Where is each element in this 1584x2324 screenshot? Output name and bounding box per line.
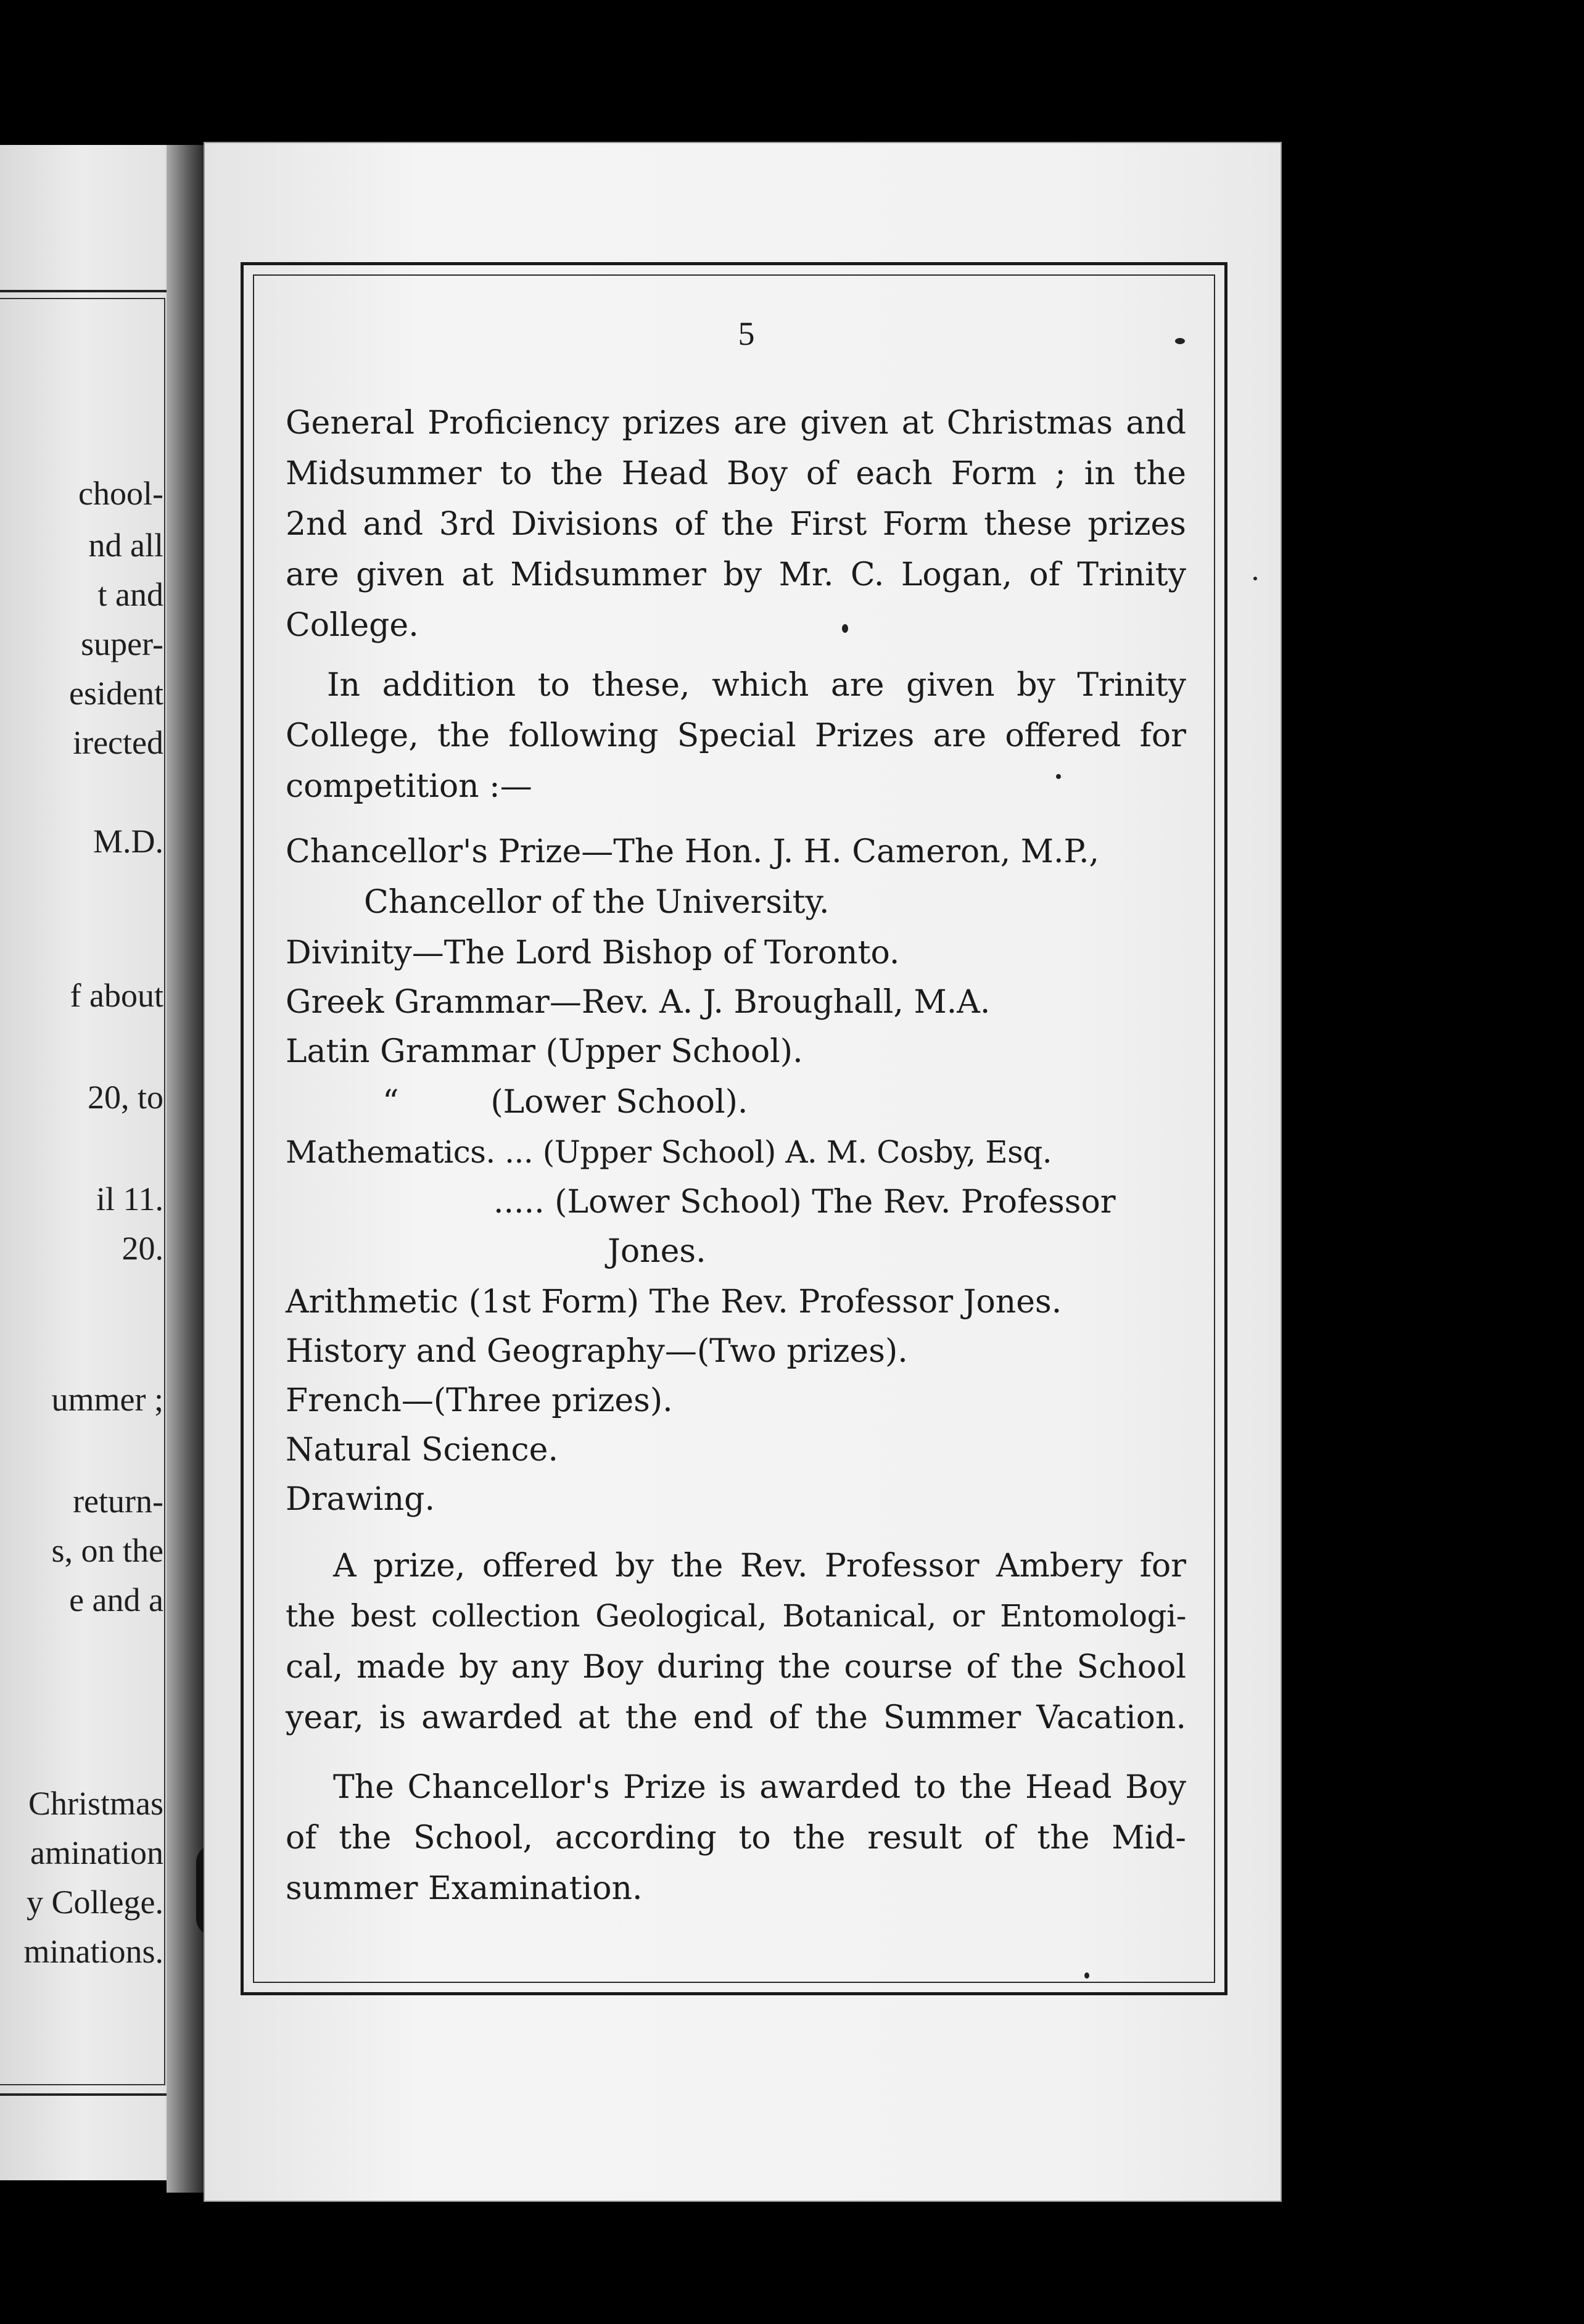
- film-margin-top: [0, 0, 1584, 142]
- left-page-line: ummer ;: [51, 1381, 163, 1418]
- paragraph3-line: year, is awarded at the end of the Summer Vacation.: [286, 1699, 1186, 1736]
- prize-entry: Greek Grammar—Rev. A. J. Broughall, M.A.: [286, 984, 991, 1021]
- left-page-line: 20, to: [87, 1079, 163, 1116]
- prize-entry: Divinity—The Lord Bishop of Toronto.: [286, 934, 900, 971]
- scan-speck: [1084, 1972, 1089, 1979]
- paragraph3-line: the best collection Geological, Botanical, or Entomologi-: [286, 1598, 1186, 1634]
- prize-entry-continued: Chancellor of the University.: [364, 884, 830, 921]
- paragraph3-line: A prize, offered by the Rev. Professor Ambery for: [333, 1547, 1186, 1584]
- scan-speck: [1056, 774, 1061, 779]
- left-page-line: amination: [30, 1834, 163, 1871]
- prize-entry: Latin Grammar (Upper School).: [286, 1033, 803, 1070]
- left-page-line: chool-: [78, 475, 163, 512]
- left-page-line: 20.: [122, 1230, 163, 1267]
- scan-speck: [1253, 577, 1257, 580]
- paragraph4-line: summer Examination.: [286, 1870, 643, 1907]
- paragraph4-line: of the School, according to the result of the Mid-: [286, 1819, 1186, 1856]
- left-page-line: return-: [73, 1483, 163, 1520]
- prize-entry: Chancellor's Prize—The Hon. J. H. Cameron, M.P.,: [286, 833, 1100, 870]
- scan-speck: [842, 624, 848, 633]
- paragraph1-line: General Proficiency prizes are given at Christmas and: [286, 405, 1186, 442]
- left-page-line: s, on the: [51, 1532, 163, 1569]
- prize-entry: “ (Lower School).: [382, 1084, 748, 1121]
- left-page-line: y College.: [27, 1884, 163, 1921]
- scan-speck: [1175, 338, 1185, 344]
- left-page-line: minations.: [23, 1933, 163, 1970]
- film-margin-bottom: [0, 2202, 1584, 2324]
- paragraph2-line: In addition to these, which are given by Trinity: [327, 667, 1186, 704]
- paragraph3-line: cal, made by any Boy during the course of the School: [286, 1649, 1186, 1686]
- left-page-line: il 11.: [96, 1181, 163, 1218]
- paragraph4-line: The Chancellor's Prize is awarded to the Head Boy: [333, 1769, 1186, 1806]
- left-page-line: t and: [97, 576, 163, 613]
- paragraph1-line: College.: [286, 607, 419, 644]
- prize-entry-continued: Jones.: [608, 1233, 706, 1270]
- paragraph1-line: Midsummer to the Head Boy of each Form ; in the: [286, 455, 1186, 492]
- left-page-line: Christmas: [28, 1785, 163, 1822]
- prize-entry: Arithmetic (1st Form) The Rev. Professor Jones.: [286, 1284, 1062, 1321]
- prize-entry: Mathematics. ... (Upper School) A. M. Cosby, Esq.: [286, 1134, 1052, 1170]
- left-page-line: esident: [69, 675, 163, 712]
- left-page-line: M.D.: [93, 823, 163, 860]
- page-number: 5: [738, 315, 755, 352]
- paragraph1-line: 2nd and 3rd Divisions of the First Form these prizes: [286, 506, 1186, 543]
- prize-entry: ..... (Lower School) The Rev. Professor: [493, 1184, 1116, 1221]
- paragraph2-line: competition :—: [286, 768, 532, 805]
- left-page-line: irected: [73, 724, 163, 761]
- prize-entry: French—(Three prizes).: [286, 1382, 673, 1419]
- prize-entry: Drawing.: [286, 1481, 435, 1518]
- left-page-line: e and a: [69, 1581, 163, 1618]
- paragraph2-line: College, the following Special Prizes are offered for: [286, 717, 1186, 754]
- left-page-line: f about: [70, 977, 163, 1014]
- paragraph1-line: are given at Midsummer by Mr. C. Logan, of Trinity: [286, 556, 1186, 593]
- prize-entry: Natural Science.: [286, 1432, 558, 1469]
- left-page-line: super-: [81, 625, 163, 662]
- prize-entry: History and Geography—(Two prizes).: [286, 1333, 908, 1370]
- left-page-line: nd all: [88, 527, 163, 564]
